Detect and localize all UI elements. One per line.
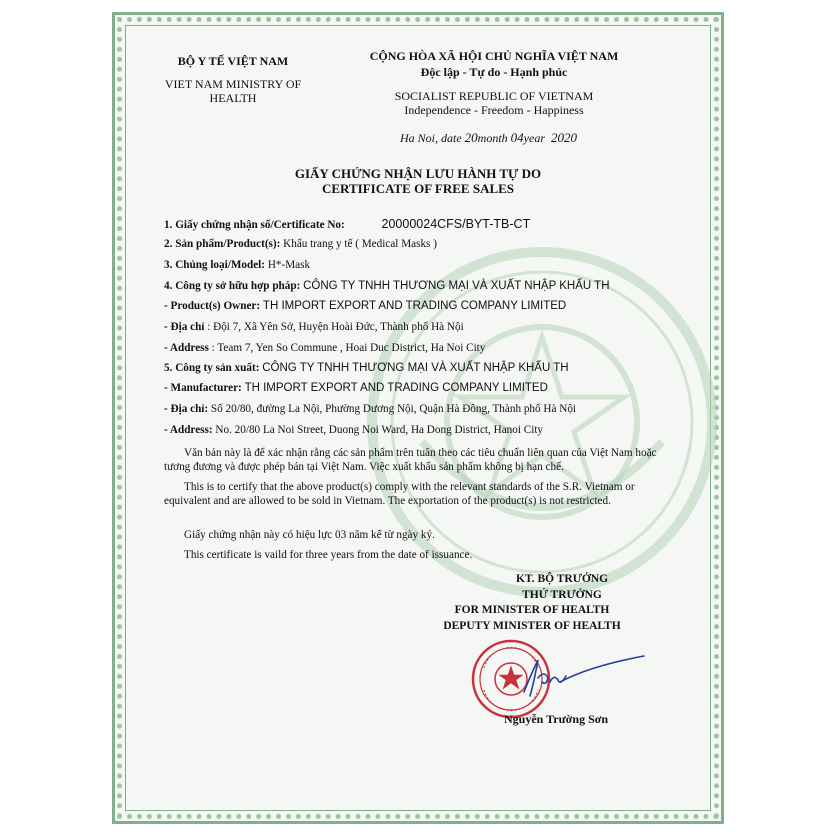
republic-en: SOCIALIST REPUBLIC OF VIETNAM — [394, 89, 594, 103]
title-vn: GIẤY CHỨNG NHẬN LƯU HÀNH TỰ DO — [294, 166, 542, 181]
paragraph-confirm-vn: Văn bản này là để xác nhận rằng các sản phẩm trên tuân theo các tiêu chuẩn liên quan của Việt Nam hoặc tương đương và được phép bán tại Việt Nam. Việc xuất khẩu sản phẩm không bị hạn chế. — [164, 447, 657, 473]
field-label: - Manufacturer: — [164, 382, 242, 394]
field-label: 1. Giấy chứng nhận số/Certificate No: — [164, 219, 345, 231]
field-value: No. 20/80 La Noi Street, Duong Noi Ward, Ha Dong District, Hanoi City — [215, 424, 544, 436]
date-prefix: Ha Noi, date — [400, 131, 462, 145]
signature-line-1: KT. BỘ TRƯỞNG — [515, 573, 609, 585]
motto-vn: Độc lập - Tự do - Hạnh phúc — [420, 65, 568, 79]
field-owner-address-vn — [164, 321, 464, 333]
motto-en: Independence - Freedom - Happiness — [404, 103, 584, 117]
field-manufacturer-vn — [164, 362, 569, 374]
field-value: : Team 7, Yen So Commune , Hoai Duc District, Ha Noi City — [211, 342, 486, 354]
field-certificate-no — [164, 217, 530, 231]
republic-vn: CỘNG HÒA XÃ HỘI CHỦ NGHĨA VIỆT NAM — [369, 49, 619, 63]
field-legal-owner — [164, 280, 610, 292]
date-day: 20 — [464, 130, 478, 145]
paragraph-validity-vn: Giấy chứng nhận này có hiệu lực 03 năm kể từ ngày ký. — [184, 529, 435, 541]
field-owner-address-en — [164, 342, 485, 354]
handwritten-signature — [520, 652, 646, 702]
field-label: 2. Sản phẩm/Product(s): — [164, 238, 281, 250]
signature-line-3: FOR MINISTER OF HEALTH — [454, 604, 610, 616]
field-model — [164, 259, 310, 271]
field-value: TH IMPORT EXPORT AND TRADING COMPANY LIMITED — [262, 300, 567, 312]
field-value: CÔNG TY TNHH THƯƠNG MẠI VÀ XUẤT NHẬP KHẨU TH — [262, 362, 569, 374]
field-value: Khẩu trang y tế ( Medical Masks ) — [283, 238, 437, 250]
field-label: - Địa chỉ: — [164, 403, 209, 415]
paragraph-confirm-en: This is to certify that the above product(s) comply with the relevant standards of the S.R. Vietnam or equivalent and are allowed to be sold in Vietnam. The exportation of the product(s) is not restricted. — [164, 481, 635, 507]
certificate-document — [112, 12, 724, 824]
field-label: - Address — [164, 342, 209, 354]
field-product-owner — [164, 300, 566, 312]
field-label: - Địa chỉ — [164, 321, 205, 333]
field-label: 4. Công ty sở hữu hợp pháp: — [164, 280, 301, 292]
ministry-vn: BỘ Y TẾ VIỆT NAM — [177, 54, 289, 68]
paragraph-validity-en: This certificate is vaild for three years from the date of issuance. — [184, 549, 473, 561]
signature-line-4: DEPUTY MINISTER OF HEALTH — [443, 619, 621, 632]
field-manufacturer-en — [164, 382, 548, 394]
field-label: - Product(s) Owner: — [164, 300, 261, 312]
field-label: - Address: — [164, 424, 213, 436]
ministry-en-line1: VIET NAM MINISTRY OF — [164, 77, 302, 91]
field-label: 5. Công ty sản xuất: — [164, 362, 260, 374]
field-product — [164, 238, 437, 250]
signature-title-block — [442, 572, 682, 634]
issue-date — [400, 130, 577, 146]
field-manufacturer-address-en — [164, 424, 543, 436]
field-label: 3. Chủng loại/Model: — [164, 259, 266, 271]
date-month: 04 — [510, 130, 524, 145]
field-value: H*-Mask — [267, 259, 311, 271]
field-value: 20000024CFS/BYT-TB-CT — [381, 217, 531, 231]
field-manufacturer-address-vn — [164, 403, 576, 415]
field-value: : Đội 7, Xã Yên Sở, Huyện Hoài Đức, Thành phố Hà Nội — [207, 321, 464, 333]
ministry-en-line2: HEALTH — [209, 91, 257, 105]
signature-line-2: THỨ TRƯỞNG — [522, 588, 602, 601]
title-en: CERTIFICATE OF FREE SALES — [321, 181, 515, 196]
field-value: Số 20/80, đường La Nội, Phường Dương Nội, Quận Hà Đông, Thành phố Hà Nội — [210, 403, 577, 415]
signer-name: Nguyễn Trường Sơn — [504, 712, 609, 726]
field-value: TH IMPORT EXPORT AND TRADING COMPANY LIMITED — [244, 382, 548, 394]
date-year-label: year — [523, 131, 545, 145]
date-year: 2020 — [551, 130, 577, 145]
field-value: CÔNG TY TNHH THƯƠNG MẠI VÀ XUẤT NHẬP KHẨU TH — [303, 280, 610, 292]
date-month-label: month — [477, 131, 508, 145]
